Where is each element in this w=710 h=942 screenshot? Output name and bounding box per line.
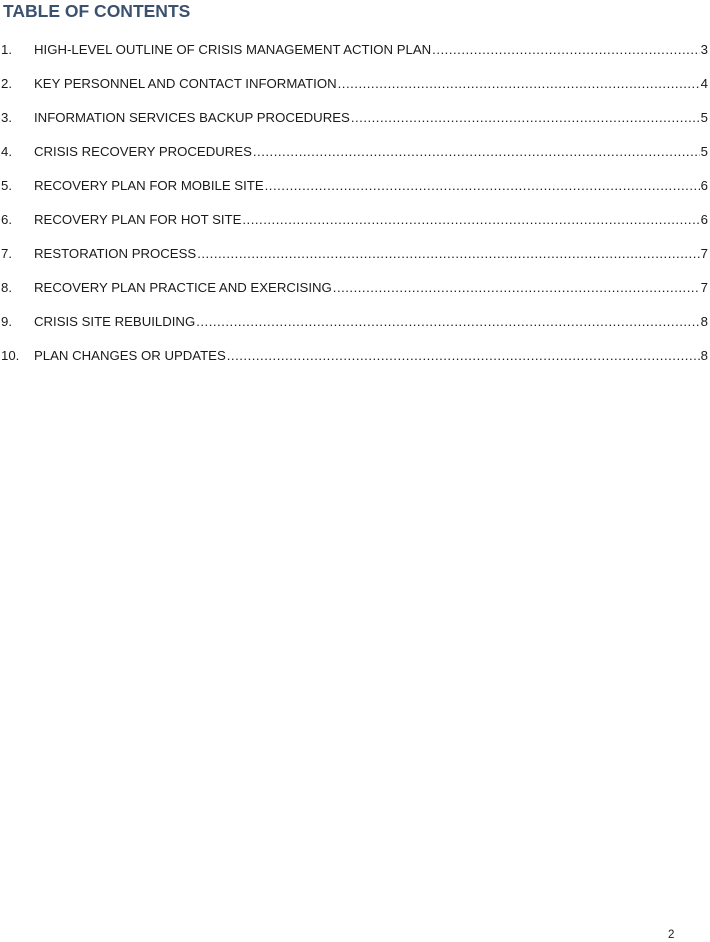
toc-entry-number: 7. bbox=[1, 246, 12, 261]
toc-entry[interactable] bbox=[0, 110, 708, 144]
toc-entry-title[interactable]: RESTORATION PROCESS bbox=[34, 246, 197, 261]
toc-entry-title[interactable]: PLAN CHANGES OR UPDATES bbox=[34, 348, 226, 363]
toc-entry-page[interactable]: 6 bbox=[700, 178, 708, 193]
toc-entry-page[interactable]: 5 bbox=[700, 144, 708, 159]
toc-entry-title[interactable]: CRISIS RECOVERY PROCEDURES bbox=[34, 144, 252, 159]
toc-entry-title[interactable]: RECOVERY PLAN PRACTICE AND EXERCISING bbox=[34, 280, 332, 295]
toc-dot-leader bbox=[196, 314, 699, 330]
toc-entry[interactable] bbox=[0, 76, 708, 110]
toc-dot-leader bbox=[333, 280, 700, 296]
toc-entry-page[interactable]: 3 bbox=[700, 42, 708, 57]
toc-entry-number: 5. bbox=[1, 178, 12, 193]
toc-dot-leader bbox=[227, 348, 700, 364]
toc-dot-leader bbox=[432, 42, 699, 58]
toc-entry-number: 3. bbox=[1, 110, 12, 125]
toc-entry-number: 6. bbox=[1, 212, 12, 227]
toc-entry[interactable] bbox=[0, 246, 708, 280]
table-of-contents bbox=[0, 42, 708, 382]
toc-entry[interactable] bbox=[0, 280, 708, 314]
toc-entry[interactable] bbox=[0, 348, 708, 382]
toc-entry-number: 8. bbox=[1, 280, 12, 295]
toc-dot-leader bbox=[351, 110, 700, 126]
page-number: 2 bbox=[668, 929, 675, 941]
toc-entry-title[interactable]: RECOVERY PLAN FOR MOBILE SITE bbox=[34, 178, 264, 193]
toc-dot-leader bbox=[253, 144, 700, 160]
toc-entry-number: 2. bbox=[1, 76, 12, 91]
toc-entry-number: 4. bbox=[1, 144, 12, 159]
toc-entry-title[interactable]: CRISIS SITE REBUILDING bbox=[34, 314, 196, 329]
toc-entry[interactable] bbox=[0, 42, 708, 76]
toc-entry-number: 9. bbox=[1, 314, 12, 329]
toc-entry-number: 10. bbox=[1, 348, 20, 363]
toc-entry-page[interactable]: 8 bbox=[700, 348, 708, 363]
toc-entry-title[interactable]: INFORMATION SERVICES BACKUP PROCEDURES bbox=[34, 110, 350, 125]
toc-entry-page[interactable]: 4 bbox=[700, 76, 708, 91]
toc-dot-leader bbox=[338, 76, 700, 92]
toc-entry-title[interactable]: RECOVERY PLAN FOR HOT SITE bbox=[34, 212, 242, 227]
toc-entry-page[interactable]: 7 bbox=[700, 280, 708, 295]
toc-entry-page[interactable]: 7 bbox=[700, 246, 708, 261]
toc-entry-page[interactable]: 6 bbox=[700, 212, 708, 227]
toc-entry[interactable] bbox=[0, 314, 708, 348]
toc-entry[interactable] bbox=[0, 178, 708, 212]
toc-dot-leader bbox=[265, 178, 700, 194]
toc-entry-number: 1. bbox=[1, 42, 12, 57]
toc-entry-title[interactable]: HIGH-LEVEL OUTLINE OF CRISIS MANAGEMENT ACTION PLAN bbox=[34, 42, 432, 57]
toc-entry-title[interactable]: KEY PERSONNEL AND CONTACT INFORMATION bbox=[34, 76, 337, 91]
toc-dot-leader bbox=[242, 212, 699, 228]
toc-entry[interactable] bbox=[0, 212, 708, 246]
page-title: TABLE OF CONTENTS bbox=[3, 1, 191, 21]
toc-entry[interactable] bbox=[0, 144, 708, 178]
toc-dot-leader bbox=[197, 246, 699, 262]
toc-entry-page[interactable]: 5 bbox=[700, 110, 708, 125]
toc-entry-page[interactable]: 8 bbox=[700, 314, 708, 329]
